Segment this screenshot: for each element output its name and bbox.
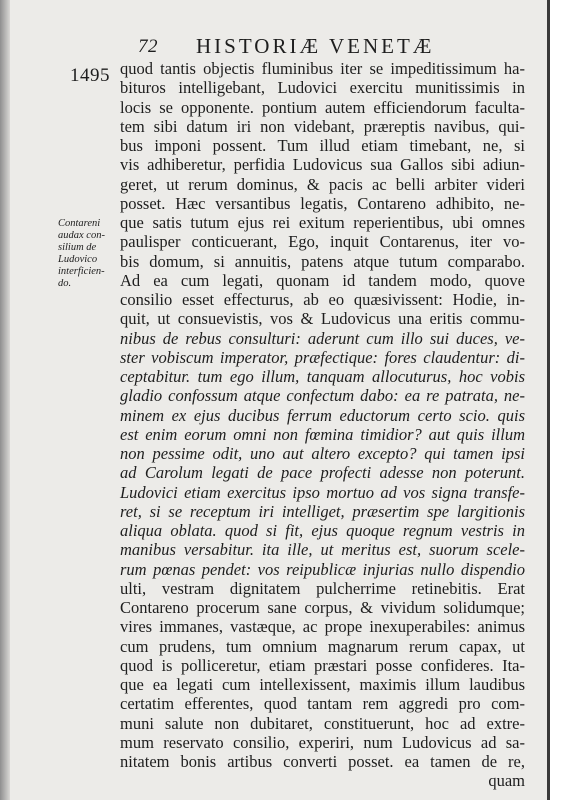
text-line: ad Carolum legati de pace profecti adesse non poterunt. (120, 463, 525, 483)
text-line: quit, ut consuevistis, vos & Ludovicus una eritis commu- (120, 309, 525, 329)
marginal-note-line: Contareni (58, 218, 101, 229)
text-line: ulti, vestram dignitatem pulcherrime retinebitis. Erat (120, 578, 525, 598)
text-line: ster vobiscum imperator, præfectique: fores claudentur: di- (120, 347, 525, 367)
text-line: Ad ea cum legati, quonam id tandem modo, quove (120, 270, 525, 290)
text-line: nibus de rebus consulturi: aderunt cum illo sui duces, ve- (120, 328, 525, 348)
text-line: rum pœnas pendet: vos reipublicæ injurias nullo dispendio (120, 559, 525, 579)
text-line: muni salute non dubitaret, constituerunt, hoc ad extre- (120, 713, 525, 733)
page-number: 72 (138, 36, 158, 57)
text-line: certatim efferentes, quod tantam rem aggredi pro com- (120, 694, 525, 714)
text-line: bus imponi possent. Tum illud etiam timebant, ne, si (120, 136, 525, 155)
text-line: mum reservato consilio, experiri, num Ludovicus ad sa- (120, 732, 525, 752)
text-line: Contareno procerum sane corpus, & vividum solidumque; (120, 598, 525, 617)
text-line: est enim eorum omni non fœmina timidior? aut quis illum (120, 424, 525, 444)
text-line: quod is polliceretur, etiam præstari posse confideres. Ita- (120, 655, 525, 675)
text-line: locis se opponente. pontium autem efficiendorum faculta- (120, 97, 525, 117)
text-line: vis adhiberetur, perfidia Ludovicus sua Gallos sibi adiun- (120, 155, 525, 175)
body-text (120, 59, 525, 791)
catchword: quam (488, 771, 525, 791)
text-line: gladio confossum atque confectum dabo: ea re patrata, ne- (120, 386, 525, 406)
marginal-note-line: audax con- (58, 230, 105, 241)
text-line: paulisper conticuerant, Ego, inquit Contarenus, iter vo- (120, 232, 525, 252)
marginal-note-line: Ludovico (58, 254, 98, 265)
text-line: quod tantis objectis fluminibus iter se impeditissimum ha- (120, 59, 525, 78)
text-line: cum prudens, tum omnium magnarum rerum capax, ut (120, 636, 525, 656)
text-line: posset. Hæc versantibus legatis, Contareno adhibito, ne- (120, 193, 525, 213)
text-line: que satis tutum ejus rei exitum reperientibus, ubi omnes (120, 213, 525, 232)
margin-year: 1495 (70, 65, 110, 86)
text-line: ret, si se receptum iri intelliget, præsertim spe largitionis (120, 501, 525, 521)
text-line: non pessime odit, uno aut altero excepto? qui tamen ipsi (120, 444, 525, 463)
text-line: nitatem bonis artibus converti posset. ea tamen de re, (120, 752, 525, 771)
text-line: minem ex ejus ducibus ferrum eductorum certo scio. quis (120, 405, 525, 425)
text-line: bis domum, si annuitis, patens atque tutum comparabo. (120, 251, 525, 271)
text-line: geret, ut rerum dominus, & pacis ac belli arbiter videri (120, 174, 525, 194)
text-line: que ea legati cum intellexissent, maximis illum laudibus (120, 675, 525, 694)
marginal-note-line: interficien- (58, 266, 105, 277)
text-line: Ludovici etiam exercitus ipso mortuo ad vos signa transfe- (120, 482, 525, 502)
running-head: HISTORIÆ VENETÆ (196, 34, 435, 58)
marginal-note-line: do. (58, 278, 72, 289)
page-edge (548, 0, 570, 800)
text-line: manibus versabitur. ita ille, ut meritus est, suorum scele- (120, 540, 525, 560)
text-line: ceptabitur. tum ego illum, tanquam allocuturus, hoc vobis (120, 367, 525, 386)
text-line: tem sibi datum iri non videbant, præreptis navibus, qui- (120, 116, 525, 136)
marginal-note-line: silium de (58, 242, 97, 253)
marginal-note (58, 218, 116, 290)
text-line: consilio esset effecturus, ab eo quæsivissent: Hodie, in- (120, 290, 525, 309)
gutter-shadow (0, 0, 10, 800)
page-edge-line (547, 0, 550, 800)
text-line: bituros intelligebant, Ludovici exercitu munitissimis in (120, 78, 525, 98)
text-line: aliqua oblata. quod si fit, ejus quoque regnum vestris in (120, 521, 525, 540)
text-line: vires immanes, vastæque, ac prope inexuperabiles: animus (120, 617, 525, 637)
